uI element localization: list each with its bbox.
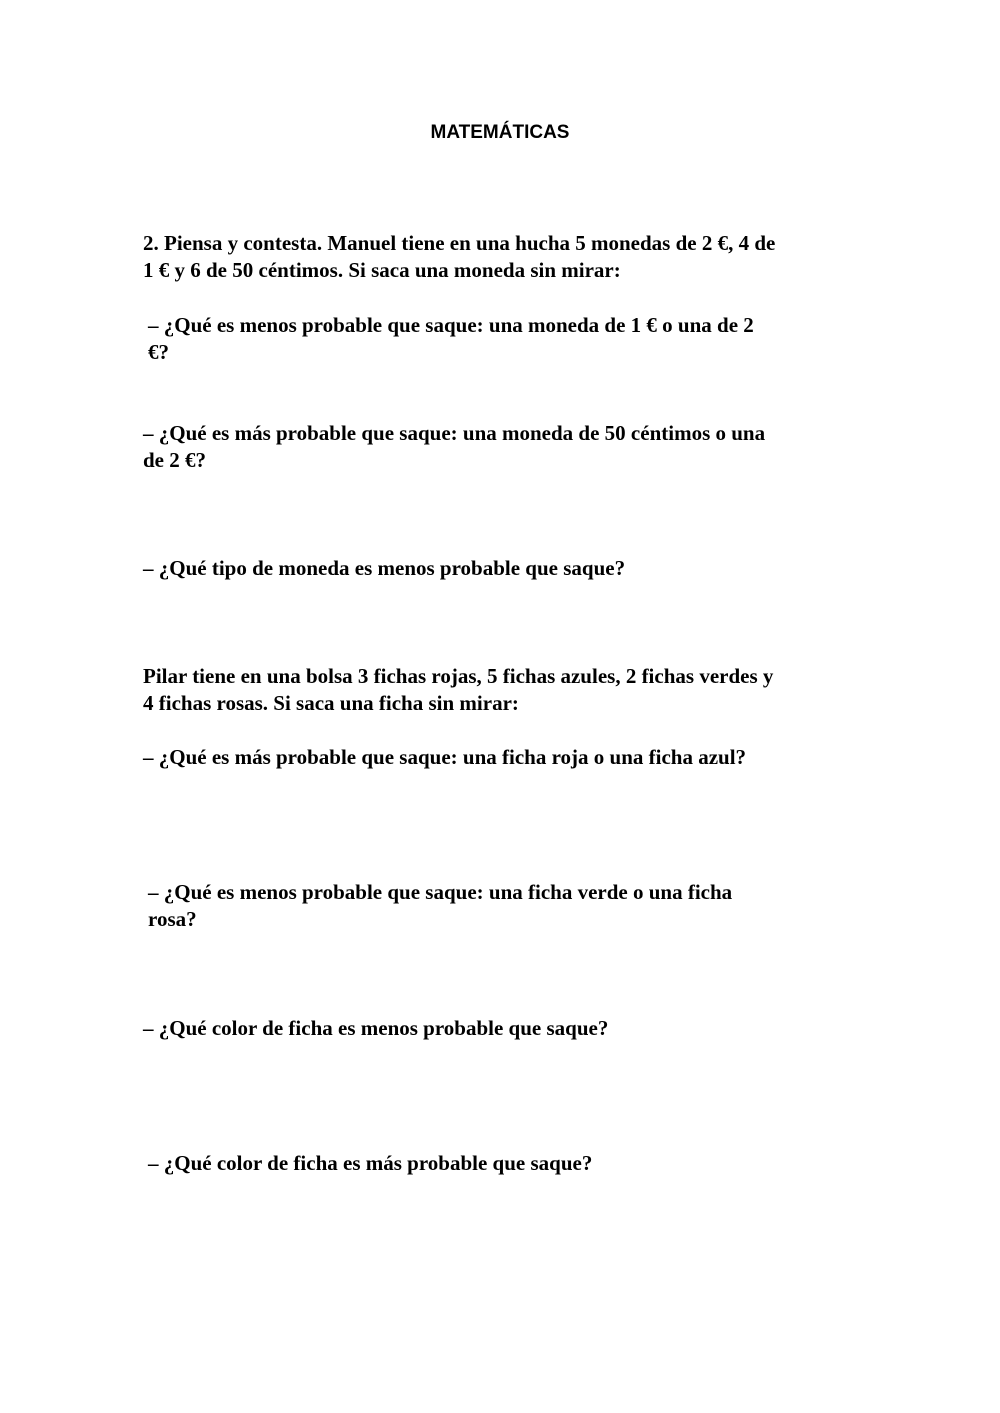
page-title: MATEMÁTICAS <box>430 122 570 143</box>
question-coins-more-probable: – ¿Qué es más probable que saque: una moneda de 50 céntimos o una de 2 €? <box>143 421 766 472</box>
problem-intro-coins: 2. Piensa y contesta. Manuel tiene en una hucha 5 monedas de 2 €, 4 de 1 € y 6 de 50 céntimos. Si saca una moneda sin mirar: <box>143 231 776 282</box>
question-chips-less-probable: – ¿Qué es menos probable que saque: una ficha verde o una ficha rosa? <box>148 880 733 931</box>
question-chip-color-most-probable: – ¿Qué color de ficha es más probable que saque? <box>148 1151 593 1175</box>
problem-intro-chips: Pilar tiene en una bolsa 3 fichas rojas, 5 fichas azules, 2 fichas verdes y 4 fichas rosas. Si saca una ficha sin mirar: <box>143 664 774 715</box>
question-chip-color-least-probable: – ¿Qué color de ficha es menos probable que saque? <box>143 1016 609 1040</box>
question-chips-more-probable: – ¿Qué es más probable que saque: una ficha roja o una ficha azul? <box>143 745 747 769</box>
question-coins-less-probable: – ¿Qué es menos probable que saque: una moneda de 1 € o una de 2 €? <box>148 313 754 364</box>
question-coin-type-least-probable: – ¿Qué tipo de moneda es menos probable que saque? <box>143 556 626 580</box>
